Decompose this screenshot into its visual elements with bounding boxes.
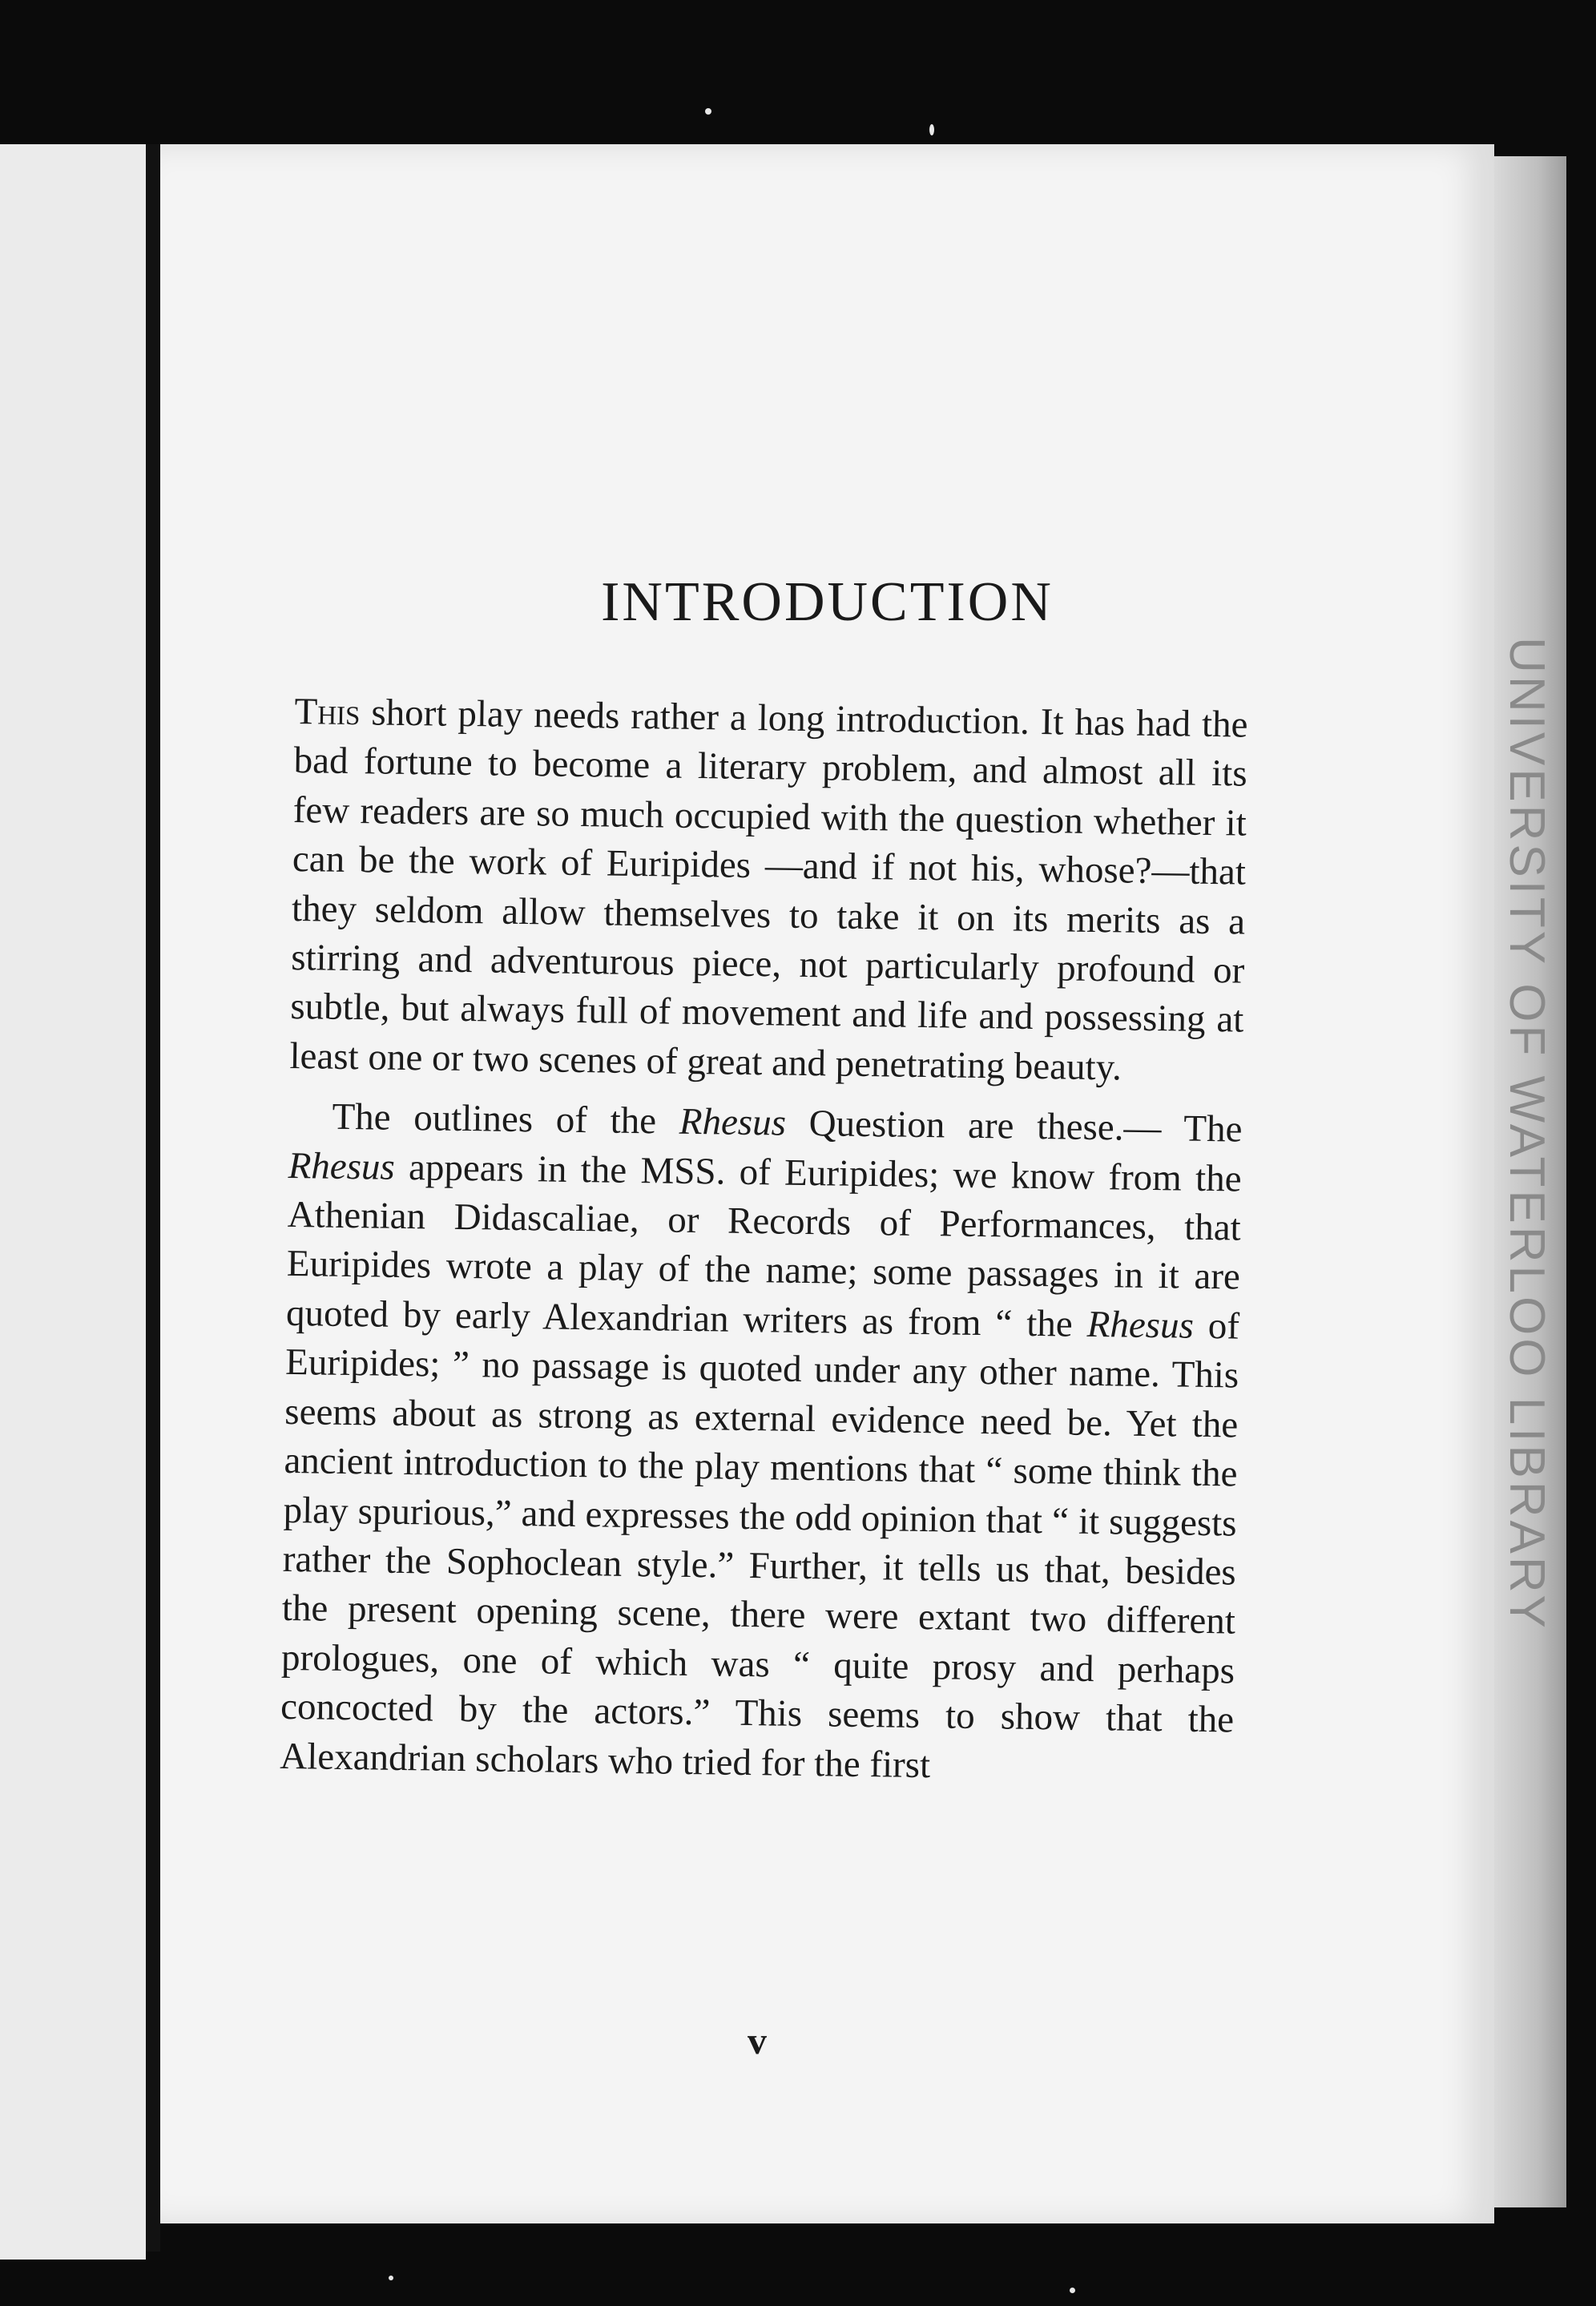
paragraph-2-segment: of Euripides; ” no passage is quoted under any other name. This seems about as strong as external evidence need be. Yet the ancient introduction to the play mentions that “ some think the play spurious,” and expresses the odd opinion that “ it suggests rather the Sophoclean style.” Further, it tells us that, besides the present opening scene, there were extant two different prologues, one of which was “ quite prosy and perhaps concocted by the actors.” This seems to show that the Alexandrian scholars who tried for the first [280, 1304, 1240, 1786]
chapter-heading: INTRODUCTION [601, 571, 1054, 633]
facing-page-edge [0, 144, 146, 2260]
library-edge-stamp [1492, 636, 1561, 1631]
dust-speck [389, 2276, 393, 2280]
paragraph-2-segment: Question are these.— The [785, 1102, 1243, 1151]
dust-speck [929, 124, 934, 135]
paragraph-1 [289, 687, 1248, 1095]
paragraph-2 [280, 1092, 1243, 1794]
paragraph-1-lead: This [294, 690, 361, 734]
book-gutter [146, 144, 160, 2252]
dust-speck [705, 108, 711, 115]
paragraph-2-segment: The outlines of the [332, 1095, 680, 1143]
paragraph-2-segment: appears in the MSS. of Euripides; we know from the Athenian Didascaliae, or Records of Performances, that Euripides wrote a play of the name; some passages in it are quoted by early Alexandrian writers as from “ the [285, 1146, 1242, 1345]
body-text [280, 687, 1248, 1794]
play-title-italic: Rhesus [288, 1144, 396, 1188]
dust-speck [1070, 2288, 1075, 2293]
play-title-italic: Rhesus [1086, 1303, 1195, 1347]
paragraph-1-text: short play needs rather a long introduction. It has had the bad fortune to become a literary problem, and almost all its few readers are so much occupied with the question whether it can be the work of Euripides —and if not his, whose?—that they seldom allow themselves to take it on its merits as a stirring and adventurous piece, not particularly profound or subtle, but always full of movement and life and possessing at least one or two scenes of great and penetrating beauty. [289, 691, 1248, 1089]
page-number: v [748, 2020, 767, 2062]
play-title-italic: Rhesus [679, 1101, 787, 1144]
library-edge-stamp-text: UNIVERSITY OF WATERLOO LIBRARY [1498, 636, 1554, 1631]
